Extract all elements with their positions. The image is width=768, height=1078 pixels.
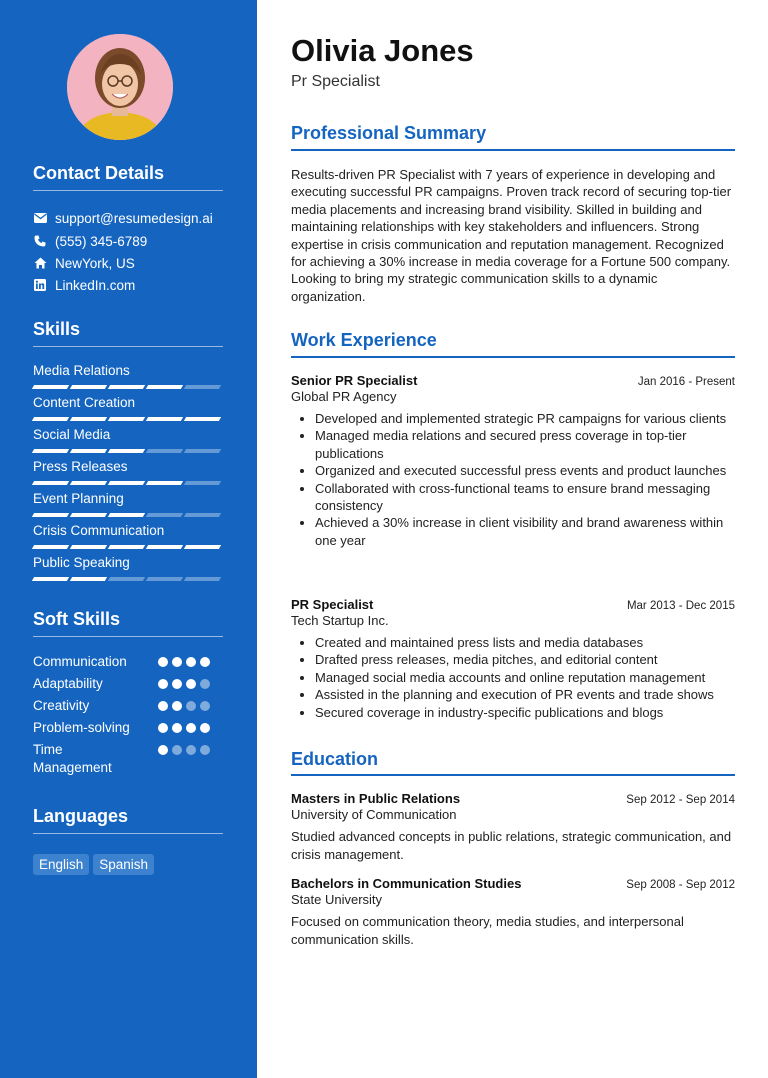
skill-level-bar <box>33 417 223 421</box>
soft-skill-rating <box>158 701 210 711</box>
skill-level-bar <box>33 577 223 581</box>
rating-dot <box>172 745 182 755</box>
job-org: Global PR Agency <box>291 389 397 404</box>
rating-dot <box>158 657 168 667</box>
skill-level-segment <box>146 385 183 389</box>
skill-level-segment <box>146 545 183 549</box>
skill-name: Public Speaking <box>33 555 130 570</box>
divider <box>33 346 223 347</box>
rating-dot <box>186 745 196 755</box>
list-item: • Organized and executed successful press events and product launches <box>315 462 735 479</box>
skill-level-segment <box>32 577 69 581</box>
skill-name: Event Planning <box>33 491 124 506</box>
skill-item <box>33 491 223 517</box>
skill-level-segment <box>32 545 69 549</box>
skill-level-segment <box>108 545 145 549</box>
job-bullets <box>291 410 735 549</box>
skill-name: Media Relations <box>33 363 130 378</box>
skill-level-segment <box>184 545 221 549</box>
degree-title: Bachelors in Communication Studies <box>291 876 522 891</box>
rating-dot <box>200 657 210 667</box>
skill-level-segment <box>184 513 221 517</box>
skill-level-segment <box>184 481 221 485</box>
rating-dot <box>158 723 168 733</box>
skill-level-segment <box>108 481 145 485</box>
rating-dot <box>186 679 196 689</box>
rating-dot <box>158 745 168 755</box>
contact-linkedin[interactable] <box>33 276 135 294</box>
experience-title: Work Experience <box>291 330 437 350</box>
skill-level-segment <box>70 513 107 517</box>
rating-dot <box>172 657 182 667</box>
skills-section <box>33 319 223 570</box>
skill-level-segment <box>70 481 107 485</box>
contact-title: Contact Details <box>33 163 165 183</box>
skill-level-segment <box>32 481 69 485</box>
rating-dot <box>172 723 182 733</box>
skill-level-segment <box>32 513 69 517</box>
rating-dot <box>186 723 196 733</box>
job-entry <box>291 597 735 721</box>
job-date: Mar 2013 - Dec 2015 <box>626 600 735 612</box>
skill-level-segment <box>184 449 221 453</box>
rating-dot <box>158 701 168 711</box>
degree-title: Masters in Public Relations <box>291 791 461 806</box>
soft-skill-name: Adaptability <box>33 676 103 691</box>
skill-item <box>33 523 223 549</box>
skill-level-segment <box>184 417 221 421</box>
rating-dot <box>200 745 210 755</box>
email-text: support@resumedesign.ai <box>55 210 213 226</box>
education-date: Sep 2008 - Sep 2012 <box>626 879 735 891</box>
linkedin-text: LinkedIn.com <box>55 277 136 293</box>
job-title: PR Specialist <box>291 597 374 612</box>
skill-level-segment <box>146 513 183 517</box>
soft-skill-name: Problem-solving <box>33 720 130 735</box>
language-tags <box>33 854 154 875</box>
skill-name: Content Creation <box>33 395 136 410</box>
skill-item <box>33 427 223 453</box>
divider <box>291 356 735 358</box>
contact-phone[interactable] <box>33 232 147 250</box>
summary-title: Professional Summary <box>291 123 487 143</box>
contact-location <box>33 254 135 272</box>
education-desc: Focused on communication theory, media studies, and interpersonal communication skills. <box>291 914 684 947</box>
school-name: University of Communication <box>291 807 457 822</box>
education-date: Sep 2012 - Sep 2014 <box>626 794 735 806</box>
list-item: • Achieved a 30% increase in client visibility and brand awareness within one year <box>315 514 735 549</box>
divider <box>291 774 735 776</box>
education-title: Education <box>291 749 379 769</box>
envelope-icon <box>33 211 47 225</box>
candidate-name: Olivia Jones <box>291 33 474 68</box>
skill-level-segment <box>32 385 69 389</box>
job-title: Senior PR Specialist <box>291 373 418 388</box>
rating-dot <box>172 679 182 689</box>
skill-level-segment <box>108 417 145 421</box>
list-item: • Created and maintained press lists and media databases <box>315 634 735 651</box>
soft-skill-name: Time Management <box>33 742 112 775</box>
skill-level-segment <box>184 577 221 581</box>
rating-dot <box>200 679 210 689</box>
rating-dot <box>172 701 182 711</box>
skill-item <box>33 459 223 485</box>
skill-level-segment <box>146 417 183 421</box>
skill-level-segment <box>146 481 183 485</box>
soft-skill-rating <box>158 745 210 755</box>
phone-icon <box>33 234 47 248</box>
skill-level-bar <box>33 513 223 517</box>
skill-level-segment <box>70 417 107 421</box>
skill-level-segment <box>70 385 107 389</box>
skill-name: Press Releases <box>33 459 128 474</box>
languages-title: Languages <box>33 806 129 826</box>
contact-section <box>33 163 223 293</box>
skill-level-segment <box>32 449 69 453</box>
skill-level-segment <box>108 577 145 581</box>
skill-item <box>33 555 223 581</box>
skill-level-segment <box>70 545 107 549</box>
education-entry <box>291 791 735 864</box>
skill-item <box>33 395 223 421</box>
sidebar <box>0 0 257 1078</box>
job-bullets <box>291 634 735 721</box>
soft-skill-rating <box>158 657 210 667</box>
rating-dot <box>158 679 168 689</box>
skill-level-segment <box>146 449 183 453</box>
avatar <box>67 34 173 140</box>
skill-name: Social Media <box>33 427 111 442</box>
school-name: State University <box>291 892 383 907</box>
education-entry <box>291 876 735 949</box>
language-tag: Spanish <box>93 854 154 875</box>
job-entry <box>291 373 735 549</box>
soft-skills-title: Soft Skills <box>33 609 121 629</box>
soft-skills-section <box>33 609 223 775</box>
job-date: Jan 2016 - Present <box>637 376 735 388</box>
rating-dot <box>186 701 196 711</box>
list-item: • Managed media relations and secured press coverage in top-tier publications <box>315 427 735 462</box>
location-text: NewYork, US <box>55 255 135 271</box>
divider <box>291 149 735 151</box>
contact-email[interactable] <box>33 209 213 227</box>
language-tag: English <box>33 854 89 875</box>
list-item: • Collaborated with cross-functional teams to ensure brand messaging consistency <box>315 480 735 515</box>
divider <box>33 190 223 191</box>
soft-skill-name: Communication <box>33 654 127 669</box>
candidate-role: Pr Specialist <box>291 73 380 90</box>
skill-level-segment <box>108 449 145 453</box>
list-item: • Assisted in the planning and execution of PR events and trade shows <box>315 686 735 703</box>
education-desc: Studied advanced concepts in public relations, strategic communication, and crisis management. <box>291 829 732 862</box>
rating-dot <box>200 701 210 711</box>
skill-level-segment <box>108 385 145 389</box>
summary-text: Results-driven PR Specialist with 7 years of experience in developing and executing successful PR campaigns. Proven track record of securing top-tier media placements and increasing brand visibility. Skilled in building and maintaining relationships with key stakeholders and influencers. Strong expertise in crisis communication and reputation management. Recognized for achieving a 30% increase in media coverage for a Fortune 500 company. Looking to bring my strategic communication skills to a dynamic organization. <box>291 167 732 304</box>
rating-dot <box>200 723 210 733</box>
skill-level-bar <box>33 449 223 453</box>
skill-level-bar <box>33 545 223 549</box>
job-org: Tech Startup Inc. <box>291 613 389 628</box>
list-item: • Developed and implemented strategic PR campaigns for various clients <box>315 410 735 427</box>
skills-title: Skills <box>33 319 81 339</box>
rating-dot <box>186 657 196 667</box>
skill-level-segment <box>70 577 107 581</box>
linkedin-icon <box>33 278 47 292</box>
skill-level-bar <box>33 481 223 485</box>
skill-level-segment <box>108 513 145 517</box>
soft-skill-name: Creativity <box>33 698 90 713</box>
skill-level-bar <box>33 385 223 389</box>
languages-section <box>33 806 223 872</box>
skill-level-segment <box>70 449 107 453</box>
skill-level-segment <box>32 417 69 421</box>
skill-level-segment <box>146 577 183 581</box>
divider <box>33 833 223 834</box>
skill-level-segment <box>184 385 221 389</box>
home-icon <box>33 256 47 270</box>
phone-text: (555) 345-6789 <box>55 233 148 249</box>
skill-item <box>33 363 223 389</box>
list-item: • Managed social media accounts and online reputation management <box>315 669 735 686</box>
divider <box>33 636 223 637</box>
skill-name: Crisis Communication <box>33 523 165 538</box>
avatar-photo <box>67 34 173 140</box>
list-item: • Drafted press releases, media pitches, and editorial content <box>315 651 735 668</box>
soft-skill-rating <box>158 679 210 689</box>
list-item: • Secured coverage in industry-specific publications and blogs <box>315 704 735 721</box>
soft-skill-rating <box>158 723 210 733</box>
